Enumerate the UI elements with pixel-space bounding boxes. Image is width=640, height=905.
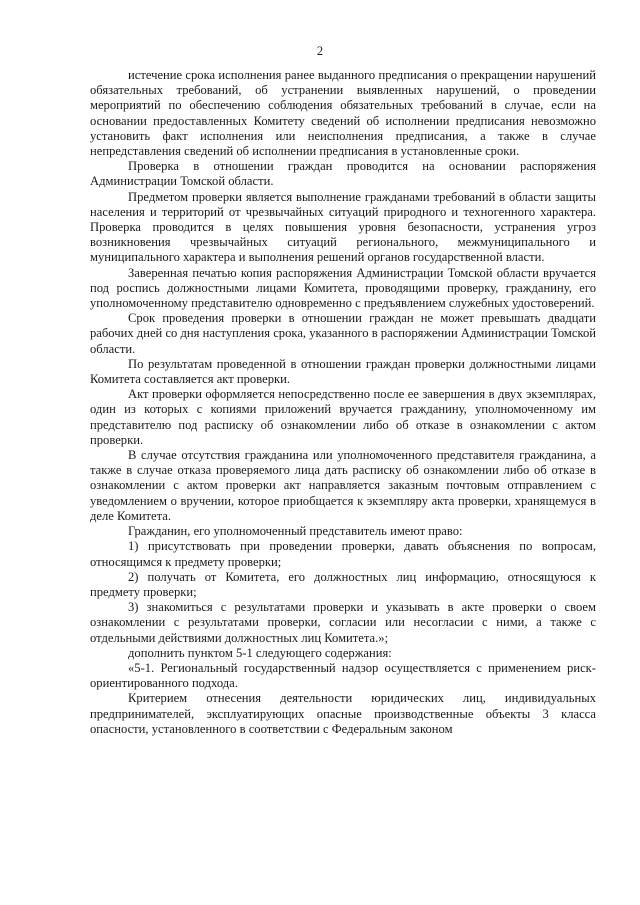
paragraph-act-copies: Акт проверки оформляется непосредственно после ее завершения в двух экземплярах, один из которых с копиями приложений вручается гражданину, уполномоченному им представителю под расписку об ознакомлении либо об отказе в ознакомлении с актом проверки. bbox=[90, 387, 596, 447]
document-body bbox=[90, 68, 596, 737]
paragraph-right-3: 3) знакомиться с результатами проверки и указывать в акте проверки о своем ознакомлении с результатами проверки, согласии или несогласии с ними, а также с отдельными действиями должностных лиц Комитета.»; bbox=[90, 600, 596, 645]
paragraph-right-2: 2) получать от Комитета, его должностных лиц информацию, относящуюся к предмету проверки; bbox=[90, 569, 596, 599]
page-number: 2 bbox=[316, 44, 324, 58]
paragraph-citizen-inspection-basis: Проверка в отношении граждан проводится на основании распоряжения Администрации Томской области. bbox=[90, 159, 596, 189]
paragraph-order-copy: Заверенная печатью копия распоряжения Администрации Томской области вручается под роспись должностными лицами Комитета, проводящими проверку, гражданину, его уполномоченному представителю одновременно с предъявлением служебных удостоверений. bbox=[90, 265, 596, 311]
paragraph-prescription-expiry: истечение срока исполнения ранее выданного предписания о прекращении нарушений обязательных требований, об устранении выявленных нарушений, о проведении мероприятий по обеспечению соблюдения обязательных требований в случае, если на основании предоставленных Комитету сведений об исполнении предписания невозможно установить факт исполнения или неисполнения предписания, а также в случае непредставления сведений об исполнении предписания в установленные сроки. bbox=[90, 68, 596, 159]
paragraph-right-1: 1) присутствовать при проведении проверки, давать объяснения по вопросам, относящимся к предмету проверки; bbox=[90, 539, 596, 569]
paragraph-add-clause: дополнить пунктом 5-1 следующего содержания: bbox=[128, 645, 392, 660]
paragraph-risk-criterion: Критерием отнесения деятельности юридических лиц, индивидуальных предпринимателей, эксплуатирующих опасные производственные объекты 3 класса опасности, установленного в соответствии с Федеральным законом bbox=[90, 691, 596, 736]
paragraph-rights-intro: Гражданин, его уполномоченный представитель имеют право: bbox=[128, 524, 463, 539]
paragraph-inspection-act: По результатам проведенной в отношении граждан проверки должностными лицами Комитета составляется акт проверки. bbox=[90, 356, 596, 387]
paragraph-absence-case: В случае отсутствия гражданина или уполномоченного представителя гражданина, а также в случае отказа проверяемого лица дать расписку об ознакомлении либо об отказе в ознакомлении с актом проверки акт направляется заказным почтовым отправлением с уведомлением о вручении, которое приобщается к экземпляру акта проверки, хранящемуся в деле Комитета. bbox=[90, 448, 596, 523]
paragraph-inspection-subject: Предметом проверки является выполнение гражданами требований в области защиты населения и территорий от чрезвычайных ситуаций природного и техногенного характера. Проверка проводится в целях повышения уровня безопасности, устранения угроз возникновения чрезвычайных ситуаций регионального, межмуниципального и муниципального характера и выполнения решений органов государственной власти. bbox=[90, 189, 596, 265]
paragraph-clause-5-1: «5-1. Региональный государственный надзор осуществляется с применением риск-ориентированного подхода. bbox=[90, 660, 596, 691]
paragraph-inspection-term: Срок проведения проверки в отношении граждан не может превышать двадцати рабочих дней со дня наступления срока, указанного в распоряжении Администрации Томской области. bbox=[90, 311, 596, 356]
